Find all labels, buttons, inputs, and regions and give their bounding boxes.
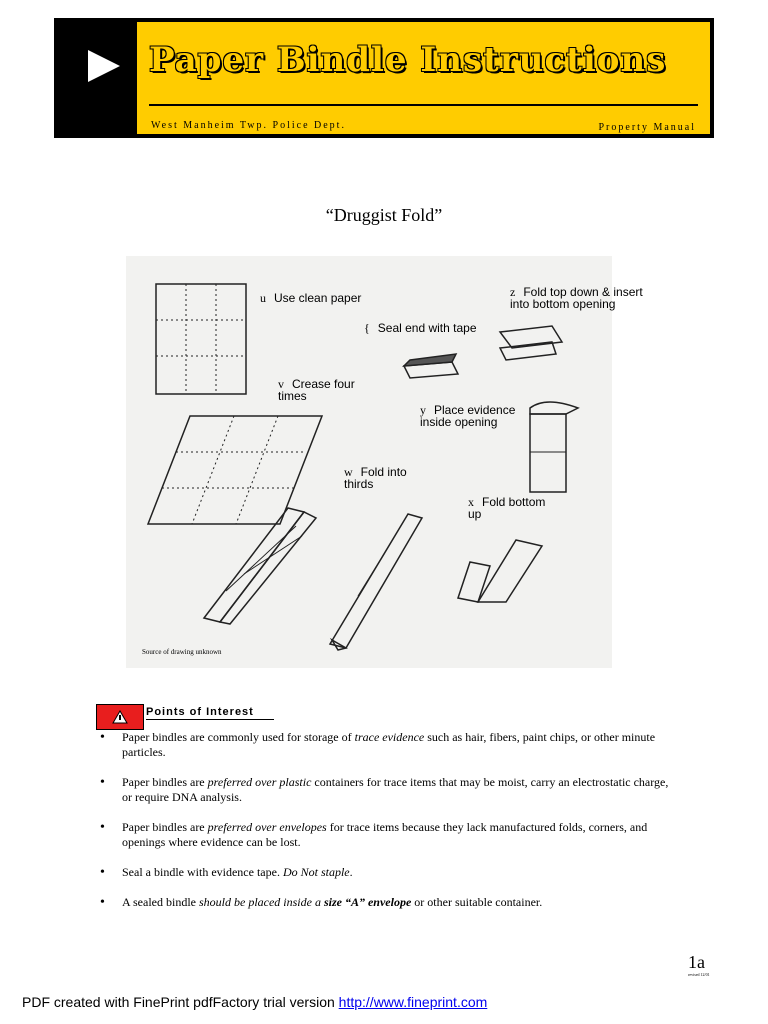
points-of-interest-header [96, 702, 278, 730]
pdf-footer [22, 994, 487, 1010]
header-banner [137, 22, 710, 134]
step-u [260, 292, 361, 304]
step-text: Fold into thirds [344, 465, 407, 491]
creased-sheet-shape [148, 416, 322, 524]
manual-name: Property Manual [598, 122, 696, 133]
step-text: Fold top down & insert into bottom opening [510, 285, 643, 311]
paper-sheet-shape [156, 284, 246, 394]
warning-icon [96, 704, 144, 730]
step-seal [364, 322, 477, 334]
step-text: Fold bottom up [468, 495, 546, 521]
step-text: Use clean paper [274, 291, 362, 305]
fold-diagram [126, 256, 643, 668]
footer-text: PDF created with FinePrint pdfFactory trial version [22, 994, 339, 1010]
points-of-interest-label: Points of Interest [146, 706, 254, 718]
header-divider [149, 104, 698, 106]
step-number: z [510, 285, 516, 299]
step-number: v [278, 377, 284, 391]
step-z [510, 286, 660, 310]
bottom-fold-shape [458, 562, 490, 602]
step-text: Seal end with tape [377, 321, 477, 335]
list-item: • Paper bindles are preferred over envelopes for trace items because they lack manufactured folds, corners, and openings where evidence can be lost. [96, 820, 676, 850]
source-note: Source of drawing unknown [142, 648, 222, 656]
fold-title: “Druggist Fold” [325, 205, 443, 225]
label-underline [146, 719, 274, 720]
list-item: • Paper bindles are commonly used for storage of trace evidence such as hair, fibers, paint chips, or other minute particles. [96, 730, 676, 760]
document-header [54, 18, 714, 138]
play-arrow-icon [84, 46, 124, 86]
step-w [344, 466, 424, 490]
revised-note: revised 12/01 [688, 972, 710, 977]
step-number: u [260, 291, 266, 305]
list-item: • A sealed bindle should be placed inside a size “A” envelope or other suitable container. [96, 895, 676, 910]
list-item: • Seal a bindle with evidence tape. Do Not staple. [96, 865, 676, 880]
list-item: • Paper bindles are preferred over plastic containers for trace items that may be moist, carry an electrostatic charge, or require DNA analysis. [96, 775, 676, 805]
step-number: { [364, 321, 370, 335]
step-number: w [344, 465, 353, 479]
interest-list [96, 730, 676, 925]
department-name: West Manheim Twp. Police Dept. [151, 120, 346, 131]
step-v [278, 378, 358, 402]
fold-illustration [126, 256, 612, 668]
step-number: y [420, 403, 426, 417]
step-x [468, 496, 548, 520]
open-bindle-shape [530, 414, 566, 492]
step-text: Place evidence inside opening [420, 403, 516, 429]
step-y [420, 404, 530, 428]
fineprint-link[interactable]: http://www.fineprint.com [338, 994, 488, 1010]
page-number: 1a [688, 952, 705, 972]
step-text: Crease four times [278, 377, 355, 403]
step-number: x [468, 495, 474, 509]
strip-shape [330, 514, 422, 648]
page-title: Paper Bindle Instructions [149, 40, 667, 80]
